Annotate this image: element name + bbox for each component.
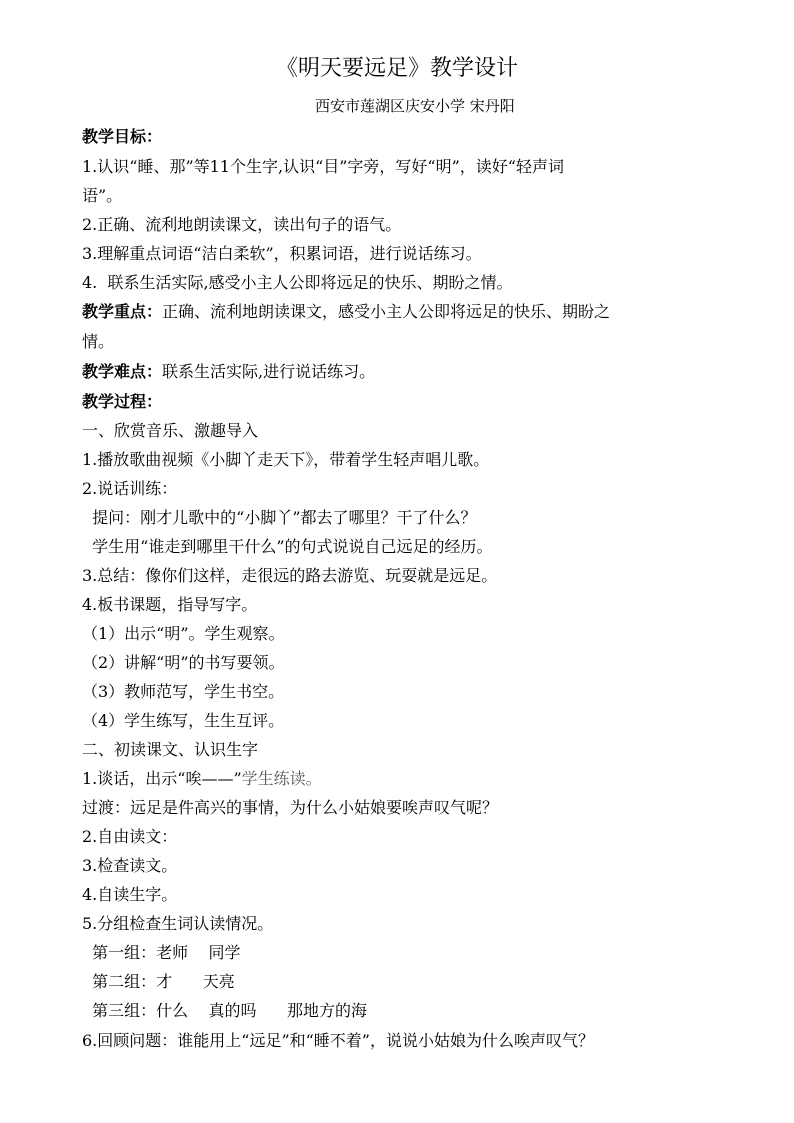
difficulty-line (82, 361, 375, 383)
objective-1-line-2: 语”。 (82, 186, 123, 205)
section-1-step-2a: 提问：刚才儿歌中的“小脚丫”都去了哪里？干了什么？ (82, 508, 477, 527)
objective-1-line-1: 1.认识“睡、那”等11个生字,认识“目”字旁，写好“明”，读好“轻声词 (82, 157, 564, 176)
section-2-step-6: 6.回顾问题：谁能用上“远足”和“睡不着”，说说小姑娘为什么唉声叹气？ (82, 1031, 594, 1050)
section-2-transition: 过渡：远足是件高兴的事情，为什么小姑娘要唉声叹气呢？ (82, 798, 499, 817)
group-1: 第一组：老师 同学 (82, 943, 241, 962)
section-1-title: 一、欣赏音乐、激趣导入 (82, 421, 259, 440)
key-point-line-2: 情。 (82, 332, 115, 351)
section-2-step-4: 4.自读生字。 (82, 885, 178, 904)
section-1-step-1: 1.播放歌曲视频《小脚丫走天下》，带着学生轻声唱儿歌。 (82, 450, 490, 469)
key-point-label: 教学重点： (82, 302, 163, 321)
section-1-step-2: 2.说话训练： (82, 479, 178, 498)
section-2-title: 二、初读课文、认识生字 (82, 740, 259, 759)
objectives-heading: 教学目标： (82, 127, 163, 146)
section-1-step-4c: （3）教师范写，学生书空。 (82, 682, 285, 701)
key-point-line-1 (82, 301, 610, 323)
section-1-step-4: 4.板书课题，指导写字。 (82, 595, 258, 614)
difficulty-text: 联系生活实际,进行说话练习。 (162, 362, 376, 381)
section-1-step-4b: （2）讲解“明”的书写要领。 (82, 653, 285, 672)
section-2-step-1 (82, 768, 322, 790)
section-2-step-1-note: 学生练读。 (241, 769, 322, 788)
document-title: 《明天要远足》教学设计 (275, 56, 518, 81)
document-author: 西安市莲湖区庆安小学 宋丹阳 (315, 97, 515, 115)
section-1-step-3: 3.总结：像你们这样，走很远的路去游览、玩耍就是远足。 (82, 566, 498, 585)
key-point-text: 正确、流利地朗读课文，感受小主人公即将远足的快乐、期盼之 (162, 302, 611, 321)
section-1-step-4a: （1）出示“明”。学生观察。 (82, 624, 285, 643)
objective-4: 4. 联系生活实际,感受小主人公即将远足的快乐、期盼之情。 (82, 273, 513, 292)
process-heading: 教学过程： (82, 392, 163, 411)
section-1-step-2b: 学生用“谁走到哪里干什么”的句式说说自己远足的经历。 (82, 537, 493, 556)
section-2-step-2: 2.自由读文： (82, 827, 178, 846)
section-2-step-3: 3.检查读文。 (82, 856, 178, 875)
group-2: 第二组：才 天亮 (82, 972, 235, 991)
objective-2: 2.正确、流利地朗读课文，读出句子的语气。 (82, 215, 402, 234)
objective-3: 3.理解重点词语“洁白柔软”，积累词语，进行说话练习。 (82, 244, 482, 263)
section-2-step-1-main: 1.谈话，出示“唉——” (82, 769, 242, 788)
section-2-step-5: 5.分组检查生词认读情况。 (82, 914, 274, 933)
group-3: 第三组：什么 真的吗 那地方的海 (82, 1001, 368, 1020)
difficulty-label: 教学难点： (82, 362, 163, 381)
section-1-step-4d: （4）学生练写，生生互评。 (82, 711, 285, 730)
